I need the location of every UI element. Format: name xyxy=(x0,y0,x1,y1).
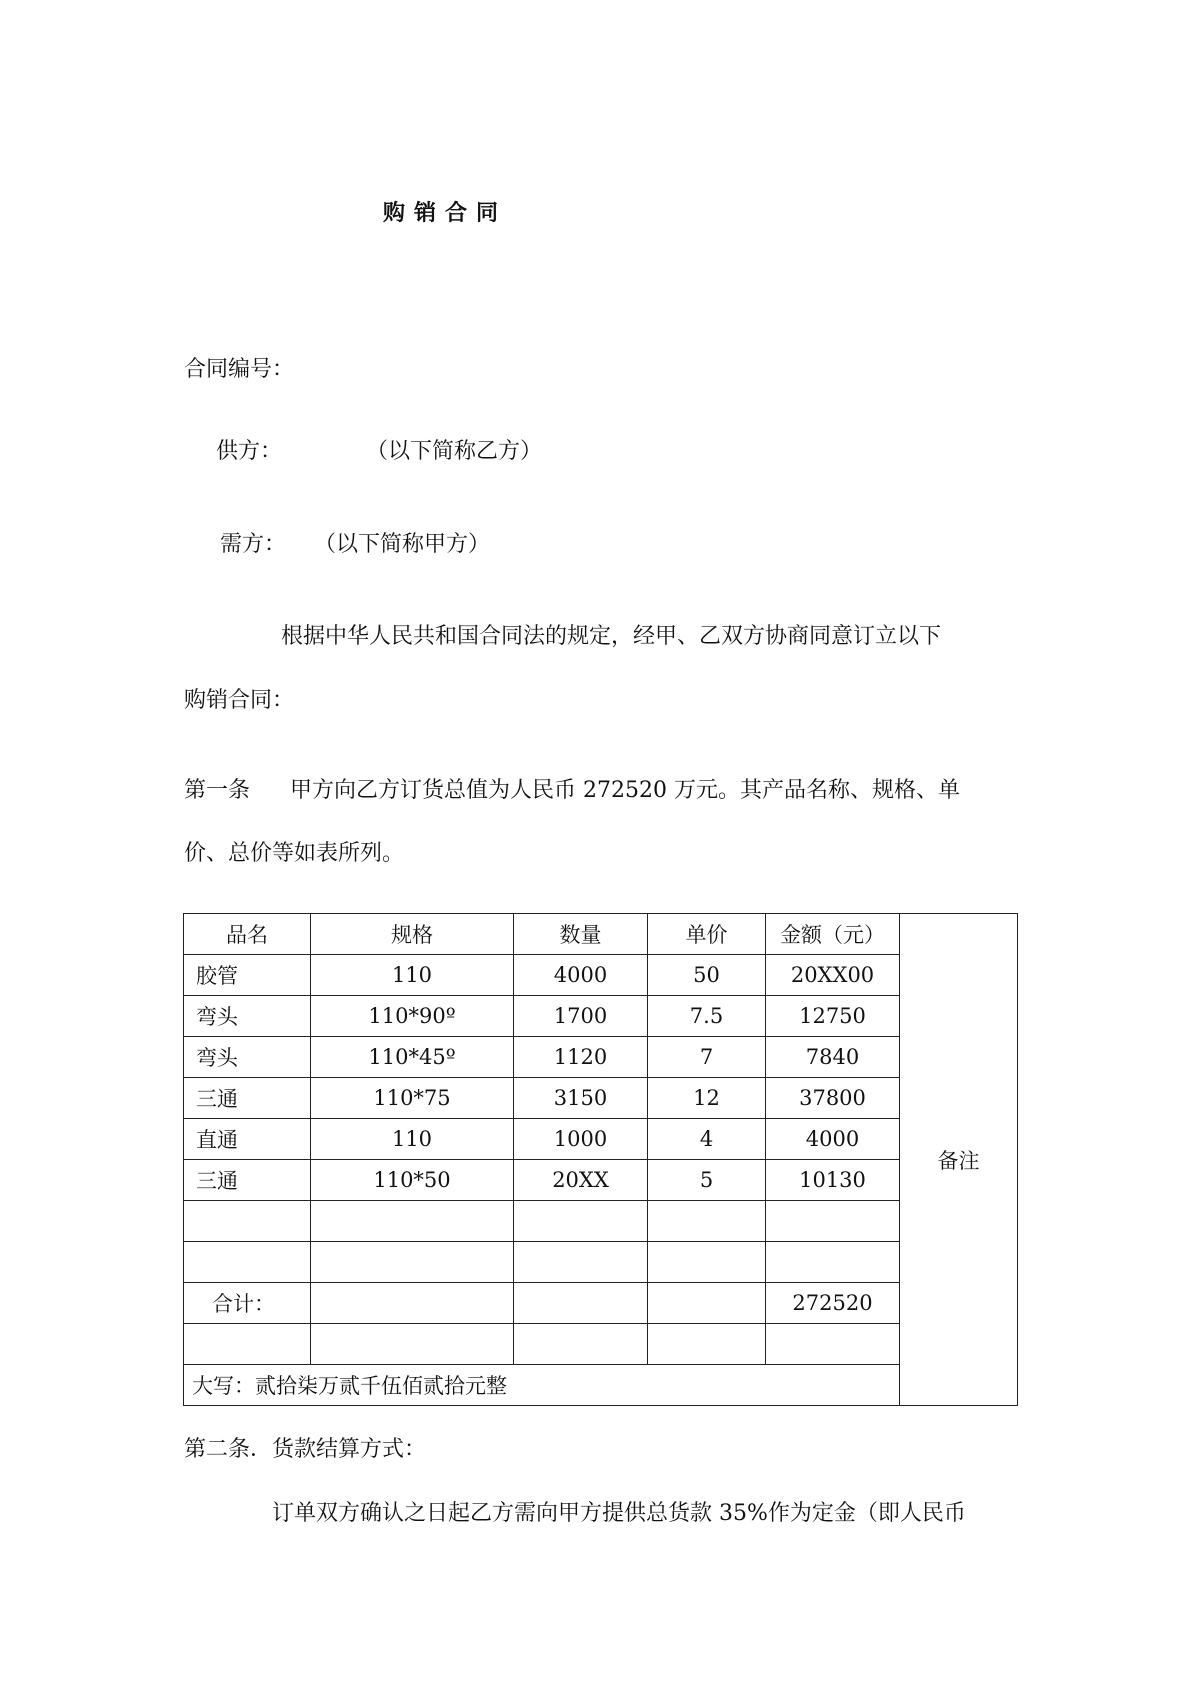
preamble-line-2: 购销合同： xyxy=(184,688,295,713)
contract-title: 购销合同 xyxy=(383,201,508,226)
table-row xyxy=(184,1201,1018,1242)
table-row xyxy=(184,996,1018,1037)
supplier-alias: （以下简称乙方） xyxy=(366,439,543,464)
header-cell: 单价 xyxy=(648,914,766,955)
article-1-text: 甲方向乙方订货总值为人民币 272520 万元。其产品名称、规格、单 xyxy=(290,778,960,803)
total-label-cell: 合计： xyxy=(184,1283,311,1324)
product-name-cell: 三通 xyxy=(184,1160,311,1201)
product-name-cell xyxy=(184,1201,311,1242)
spec-cell: 110*90º xyxy=(311,996,514,1037)
article-1-line-1 xyxy=(184,776,960,806)
unit-price-cell: 5 xyxy=(648,1160,766,1201)
table-row xyxy=(184,1324,1018,1365)
header-cell: 规格 xyxy=(311,914,514,955)
empty-cell xyxy=(311,1283,514,1324)
unit-price-cell: 7 xyxy=(648,1037,766,1078)
amount-cell xyxy=(766,1201,900,1242)
empty-cell xyxy=(514,1324,648,1365)
buyer-label: 需方： xyxy=(220,532,287,557)
uppercase-total-row xyxy=(184,1365,1018,1406)
empty-cell xyxy=(648,1324,766,1365)
header-cell: 数量 xyxy=(514,914,648,955)
quantity-cell xyxy=(514,1201,648,1242)
total-value-cell: 272520 xyxy=(766,1283,900,1324)
quantity-cell: 1700 xyxy=(514,996,648,1037)
amount-cell: 7840 xyxy=(766,1037,900,1078)
quantity-cell: 1000 xyxy=(514,1119,648,1160)
unit-price-cell xyxy=(648,1242,766,1283)
amount-cell: 20XX00 xyxy=(766,955,900,996)
empty-cell xyxy=(184,1324,311,1365)
supplier-label: 供方： xyxy=(216,439,283,464)
quantity-cell: 4000 xyxy=(514,955,648,996)
empty-cell xyxy=(311,1324,514,1365)
unit-price-cell: 50 xyxy=(648,955,766,996)
preamble-line-1: 根据中华人民共和国合同法的规定，经甲、乙双方协商同意订立以下 xyxy=(281,624,942,649)
table-row xyxy=(184,1160,1018,1201)
article-2-line-1: 订单双方确认之日起乙方需向甲方提供总货款 35%作为定金（即人民币 xyxy=(272,1501,966,1526)
product-name-cell: 三通 xyxy=(184,1078,311,1119)
spec-cell xyxy=(311,1201,514,1242)
buyer-alias: （以下简称甲方） xyxy=(314,532,491,557)
remark-cell: 备注 xyxy=(900,914,1018,1406)
product-name-cell: 弯头 xyxy=(184,1037,311,1078)
spec-cell: 110*50 xyxy=(311,1160,514,1201)
article-1-line-2: 价、总价等如表所列。 xyxy=(184,841,405,866)
amount-cell: 4000 xyxy=(766,1119,900,1160)
spec-cell: 110 xyxy=(311,955,514,996)
unit-price-cell: 12 xyxy=(648,1078,766,1119)
spec-cell: 110*45º xyxy=(311,1037,514,1078)
contract-number-label: 合同编号： xyxy=(184,357,295,382)
amount-cell: 37800 xyxy=(766,1078,900,1119)
empty-cell xyxy=(648,1283,766,1324)
table-row xyxy=(184,955,1018,996)
article-2-heading: 第二条．货款结算方式： xyxy=(184,1437,427,1462)
unit-price-cell: 4 xyxy=(648,1119,766,1160)
article-1-heading: 第一条 xyxy=(184,778,251,803)
supplier-line xyxy=(216,437,542,467)
product-name-cell: 弯头 xyxy=(184,996,311,1037)
amount-cell xyxy=(766,1242,900,1283)
product-name-cell xyxy=(184,1242,311,1283)
quantity-cell xyxy=(514,1242,648,1283)
quantity-cell: 20XX xyxy=(514,1160,648,1201)
quantity-cell: 1120 xyxy=(514,1037,648,1078)
empty-cell xyxy=(766,1324,900,1365)
header-cell: 金额（元） xyxy=(766,914,900,955)
amount-cell: 12750 xyxy=(766,996,900,1037)
table-row xyxy=(184,1078,1018,1119)
product-name-cell: 胶管 xyxy=(184,955,311,996)
spec-cell: 110*75 xyxy=(311,1078,514,1119)
uppercase-total-cell: 大写：贰拾柒万贰千伍佰贰拾元整 xyxy=(184,1365,900,1406)
table-header-row xyxy=(184,914,1018,955)
table-row xyxy=(184,1119,1018,1160)
quantity-cell: 3150 xyxy=(514,1078,648,1119)
buyer-line xyxy=(220,530,490,560)
table-row xyxy=(184,1242,1018,1283)
empty-cell xyxy=(514,1283,648,1324)
spec-cell xyxy=(311,1242,514,1283)
header-cell: 品名 xyxy=(184,914,311,955)
amount-cell: 10130 xyxy=(766,1160,900,1201)
table-total-row xyxy=(184,1283,1018,1324)
product-name-cell: 直通 xyxy=(184,1119,311,1160)
unit-price-cell xyxy=(648,1201,766,1242)
table-row xyxy=(184,1037,1018,1078)
goods-table xyxy=(183,913,1018,1406)
unit-price-cell: 7.5 xyxy=(648,996,766,1037)
spec-cell: 110 xyxy=(311,1119,514,1160)
